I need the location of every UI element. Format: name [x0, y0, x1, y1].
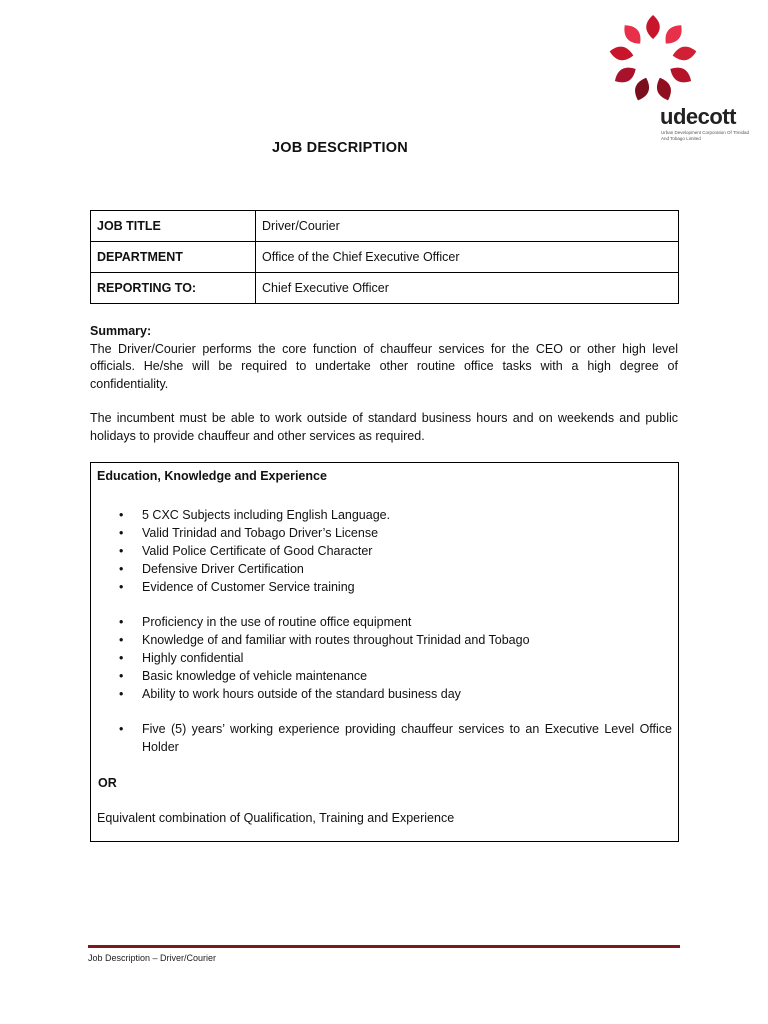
department-value: Office of the Chief Executive Officer [256, 242, 679, 273]
list-item: • Five (5) years’ working experience providing chauffeur services to an Executive Level Office Holder [97, 720, 672, 756]
reporting-to-value: Chief Executive Officer [256, 273, 679, 304]
summary-heading: Summary: [90, 324, 152, 338]
reporting-to-label: REPORTING TO: [91, 273, 256, 304]
summary-section [90, 323, 678, 445]
job-title-value: Driver/Courier [256, 211, 679, 242]
footer-text: Job Description – Driver/Courier [88, 953, 217, 963]
footer-rule [88, 945, 680, 948]
list-item: • 5 CXC Subjects including English Language. [97, 506, 672, 524]
equivalent-combination: Equivalent combination of Qualification, Training and Experience [97, 811, 455, 825]
experience-list [97, 720, 672, 756]
qualifications-list [97, 506, 672, 596]
list-item: • Valid Trinidad and Tobago Driver’s License [97, 524, 672, 542]
brand-tagline: Urban Development Corporation Of Trinidad And Tobago Limited [661, 130, 750, 141]
udecott-logo [600, 12, 750, 148]
requirements-heading: Education, Knowledge and Experience [97, 469, 327, 483]
summary-paragraph-2: The incumbent must be able to work outside of standard business hours and on weekends and public holidays to provide chauffeur and other services as required. [90, 411, 678, 443]
list-item: • Valid Police Certificate of Good Character [97, 542, 672, 560]
list-item: • Highly confidential [97, 649, 672, 667]
list-item: • Basic knowledge of vehicle maintenance [97, 667, 672, 685]
summary-paragraph-1: The Driver/Courier performs the core function of chauffeur services for the CEO or other high level officials. He/she will be required to undertake other routine office tasks with a high degree of confidentiality. [90, 341, 678, 391]
table-row [91, 211, 679, 242]
document-title: JOB DESCRIPTION [272, 140, 408, 156]
skills-list [97, 613, 672, 703]
job-title-label: JOB TITLE [91, 211, 256, 242]
list-item: • Knowledge of and familiar with routes throughout Trinidad and Tobago [97, 631, 672, 649]
list-item: • Proficiency in the use of routine office equipment [97, 613, 672, 631]
table-row [91, 273, 679, 304]
list-item: • Evidence of Customer Service training [97, 578, 672, 596]
department-label: DEPARTMENT [91, 242, 256, 273]
requirements-box [90, 462, 679, 842]
or-separator: OR [98, 776, 117, 790]
brand-name: udecott [660, 104, 736, 129]
starburst-logo-icon [608, 12, 698, 106]
job-info-table [90, 210, 679, 304]
table-row [91, 242, 679, 273]
list-item: • Ability to work hours outside of the standard business day [97, 685, 672, 703]
list-item: • Defensive Driver Certification [97, 560, 672, 578]
